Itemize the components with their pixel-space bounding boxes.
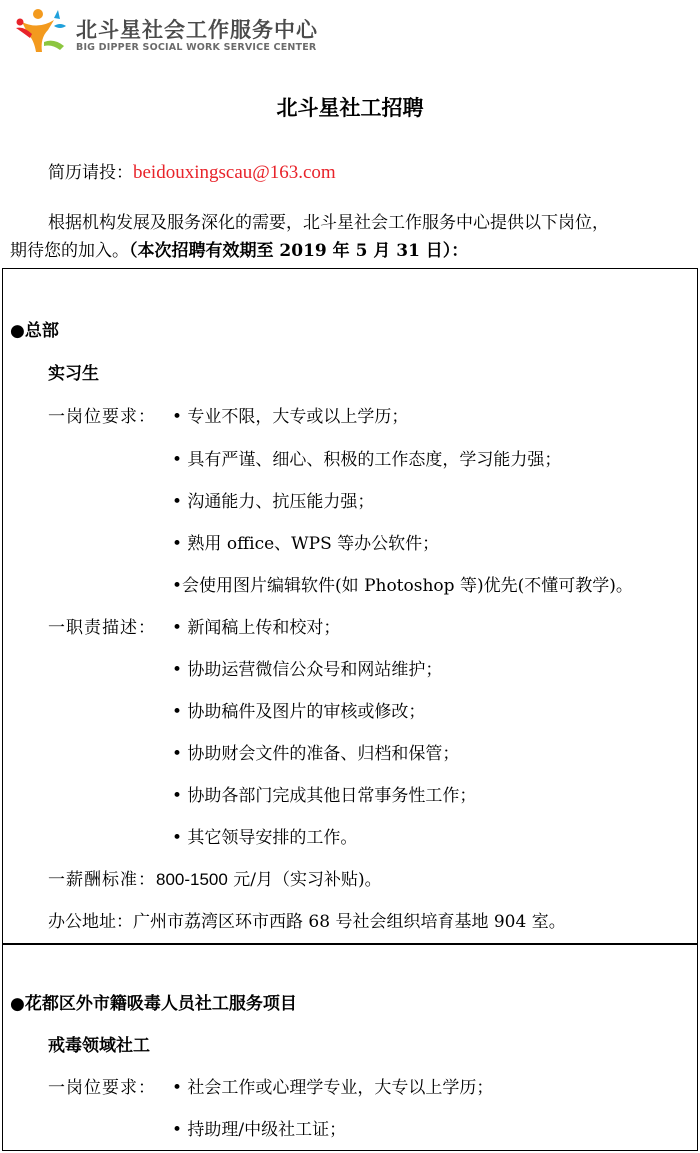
duty-item: • 协助稿件及图片的审核或修改； (172, 702, 426, 722)
section-heading: ●花都区外市籍吸毒人员社工服务项目 (10, 994, 297, 1014)
people-star-logo-icon (14, 8, 68, 56)
job-title: 实习生 (48, 364, 99, 384)
salary-unit: 元/月（实习补贴)。 (227, 870, 382, 890)
job-title: 戒毒领域社工 (48, 1036, 150, 1056)
duty-item: • 新闻稿上传和校对； (172, 618, 341, 638)
resume-email-link[interactable]: beidouxingscau@163.com (133, 162, 336, 183)
salary-line (48, 865, 382, 890)
page-title: 北斗星社工招聘 (276, 96, 424, 120)
resume-line (48, 158, 336, 184)
requirement-item: • 具有严谨、细心、积极的工作态度，学习能力强； (172, 450, 562, 470)
duties-label: 一职责描述： (48, 618, 156, 638)
requirement-item: • 专业不限，大专或以上学历； (172, 407, 409, 427)
requirements-label: 一岗位要求： (48, 407, 156, 427)
logo-chinese-name: 北斗星社会工作服务中心 (76, 18, 318, 42)
resume-label: 简历请投： (48, 163, 133, 183)
duty-item: • 协助运营微信公众号和网站维护； (172, 660, 443, 680)
duty-item: • 协助各部门完成其他日常事务性工作； (172, 786, 477, 806)
requirement-item: • 持助理/中级社工证； (172, 1120, 347, 1140)
duty-item: • 协助财会文件的准备、归档和保管； (172, 744, 460, 764)
requirement-item: •会使用图片编辑软件(如 Photoshop 等)优先(不懂可教学)。 (172, 576, 633, 596)
salary-value: 800-1500 (156, 870, 228, 889)
requirement-item: • 沟通能力、抗压能力强； (172, 492, 375, 512)
requirement-item: • 熟用 office、WPS 等办公软件； (172, 534, 440, 554)
requirements-label: 一岗位要求： (48, 1078, 156, 1098)
org-logo (14, 8, 318, 56)
duty-item: • 其它领导安排的工作。 (172, 828, 358, 848)
office-address: 办公地址：广州市荔湾区环市西路 68 号社会组织培育基地 904 室。 (48, 912, 566, 932)
salary-label: 一薪酬标准： (48, 870, 156, 890)
logo-english-name: BIG DIPPER SOCIAL WORK SERVICE CENTER (76, 42, 317, 53)
validity-period: （本次招聘有效期至 2019 年 5 月 31 日）： (129, 241, 469, 261)
intro-paragraph-line2 (10, 236, 468, 261)
requirement-item: • 社会工作或心理学专业，大专以上学历； (172, 1078, 494, 1098)
intro-text: 期待您的加入。 (10, 241, 129, 261)
section-heading: ●总部 (10, 321, 59, 341)
intro-paragraph-line1: 根据机构发展及服务深化的需要，北斗星社会工作服务中心提供以下岗位， (48, 213, 609, 233)
